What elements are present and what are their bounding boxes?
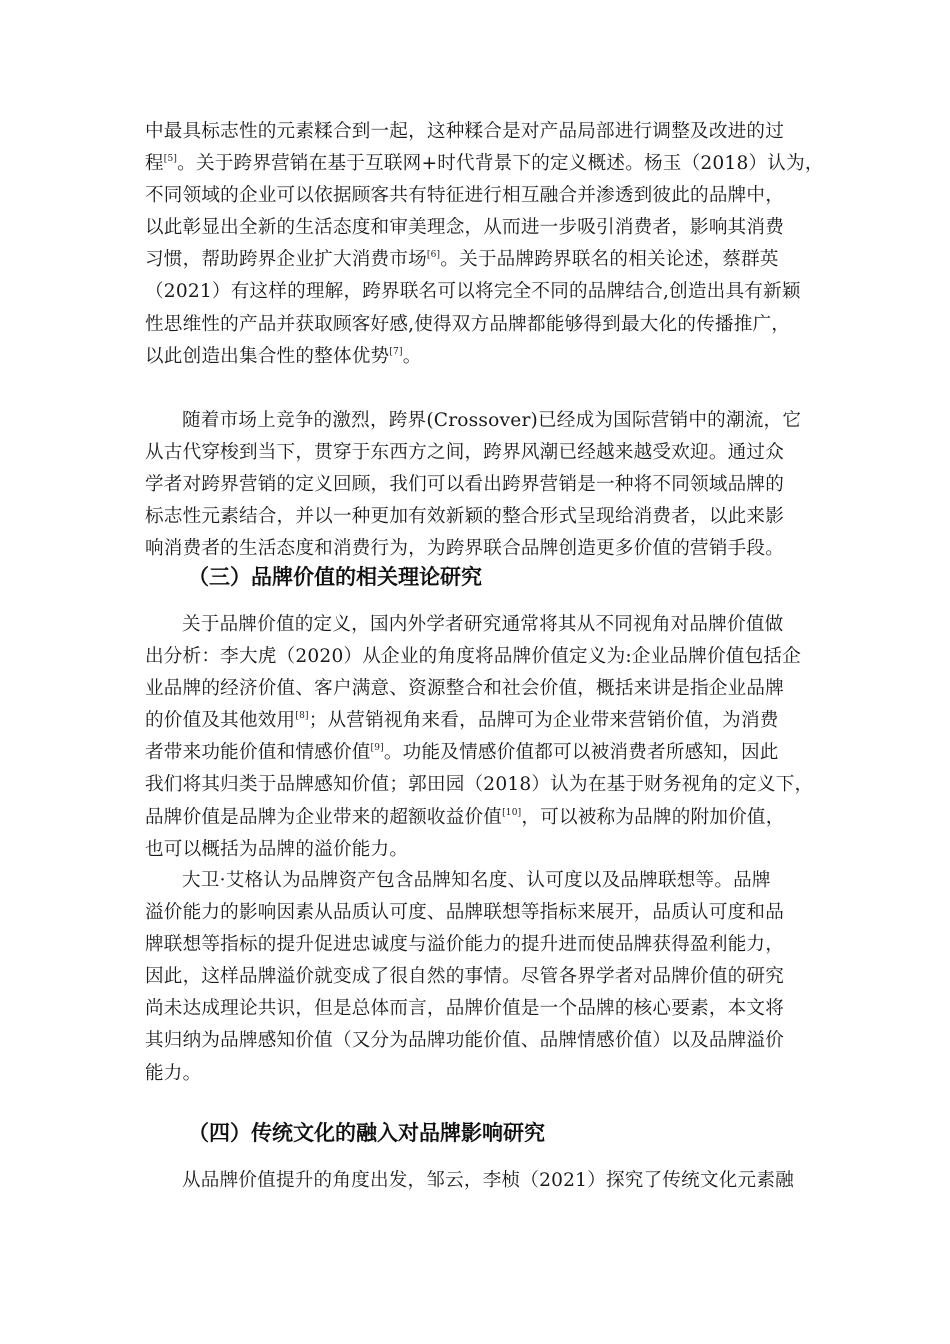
text-run: 者带来功能价值和情感价值 [145, 742, 371, 764]
text-line [145, 897, 807, 929]
citation-ref: [6] [426, 250, 441, 261]
text-run: 中最具标志性的元素糅合到一起，这种糅合是对产品局部进行调整及改进的过 [145, 121, 784, 142]
text-line [145, 469, 807, 501]
text-line [145, 929, 807, 961]
text-run: 出分析：李大虎（2020）从企业的角度将品牌价值定义为:企业品牌价值包括企 [145, 646, 801, 668]
text-line [145, 276, 807, 308]
text-run: 尚未达成理论共识，但是总体而言，品牌价值是一个品牌的核心要素，本文将 [145, 998, 784, 1020]
citation-ref: [10] [502, 807, 522, 818]
citation-ref: [8] [295, 711, 309, 722]
section-heading-traditional-culture: （四）传统文化的融入对品牌影响研究 [188, 1121, 545, 1145]
text-run: 从古代穿梭到当下，贯穿于东西方之间，跨界风潮已经越来越受欢迎。通过众 [145, 442, 784, 464]
text-run: 溢价能力的影响因素从品质认可度、品牌联想等指标来展开，品质认可度和品 [145, 902, 784, 924]
text-run: 响消费者的生活态度和消费行为，为跨界联合品牌创造更多价值的营销手段。 [145, 538, 784, 560]
text-line [145, 737, 807, 769]
text-run: 学者对跨界营销的定义回顾，我们可以看出跨界营销是一种将不同领域品牌的 [145, 474, 784, 496]
text-line [145, 641, 807, 673]
text-line [145, 148, 824, 180]
text-run: 。关于跨界营销在基于互联网+时代背景下的定义概述。杨玉（2018）认为， [177, 153, 824, 175]
text-run: 的价值及其他效用 [145, 710, 296, 732]
text-line [145, 1058, 807, 1090]
text-line [145, 244, 807, 276]
paragraph-crossover-definitions [145, 116, 824, 373]
text-run: 从品牌价值提升的角度出发，邹云，李桢（2021）探究了传统文化元素融 [182, 1170, 794, 1191]
text-run: 因此，这样品牌溢价就变成了很自然的事情。尽管各界学者对品牌价值的研究 [145, 966, 784, 988]
text-run: 也可以概括为品牌的溢价能力。 [145, 838, 409, 860]
text-run: 大卫·艾格认为品牌资产包含品牌知名度、认可度以及品牌联想等。品牌 [182, 870, 771, 891]
text-line [145, 609, 807, 641]
citation-ref: [7] [389, 346, 403, 357]
text-line [145, 533, 807, 565]
paragraph-brand-value-definition [145, 609, 814, 866]
text-run: ；从营销视角来看，品牌可为企业带来营销价值，为消费 [308, 710, 779, 732]
text-line [145, 834, 807, 866]
text-run: ，可以被称为品牌的附加价值， [521, 806, 785, 828]
section-heading-brand-value-theory: （三）品牌价值的相关理论研究 [188, 565, 482, 589]
paragraph-brand-premium [145, 865, 807, 1090]
text-run: 品牌价值是品牌为企业带来的超额收益价值 [145, 806, 503, 828]
text-line [145, 1165, 807, 1197]
text-run: 。关于品牌跨界联名的相关论述，蔡群英 [440, 249, 779, 271]
text-run: 其归纳为品牌感知价值（又分为品牌功能价值、品牌情感价值）以及品牌溢价 [145, 1030, 784, 1052]
text-line [145, 673, 807, 705]
text-run: 能力。 [145, 1062, 202, 1084]
text-run: （2021）有这样的理解，跨界联名可以将完全不同的品牌结合,创造出具有新颖 [145, 281, 801, 303]
text-line [145, 116, 807, 148]
text-run: 以此创造出集合性的整体优势 [145, 345, 390, 367]
text-run: 标志性元素结合，并以一种更加有效新颖的整合形式呈现给消费者，以此来影 [145, 506, 784, 528]
text-line [145, 309, 807, 341]
text-line [145, 180, 807, 212]
text-line [145, 437, 807, 469]
text-run: 随着市场上竞争的激烈，跨界(Crossover)已经成为国际营销中的潮流，它 [182, 410, 802, 431]
text-line [145, 212, 807, 244]
text-line [145, 341, 807, 373]
citation-ref: [5] [163, 154, 178, 164]
text-run: 我们将其归类于品牌感知价值；郭田园（2018）认为在基于财务视角的定义下， [145, 774, 814, 796]
text-line [145, 501, 807, 533]
text-run: 不同领域的企业可以依据顾客共有特征进行相互融合并渗透到彼此的品牌中， [145, 185, 784, 207]
text-line [145, 705, 807, 737]
paragraph-traditional-culture [145, 1165, 807, 1197]
text-line [145, 961, 807, 993]
text-line [145, 769, 814, 801]
text-line [145, 802, 807, 834]
text-run: 。 [402, 345, 422, 367]
text-line [145, 865, 807, 897]
text-run: 性思维性的产品并获取顾客好感,使得双方品牌都能够得到最大化的传播推广， [145, 313, 791, 335]
text-run: 习惯，帮助跨界企业扩大消费市场 [145, 249, 427, 271]
text-run: 牌联想等指标的提升促进忠诚度与溢价能力的提升进而使品牌获得盈利能力， [145, 934, 784, 956]
text-line [145, 1025, 807, 1057]
text-run: 关于品牌价值的定义，国内外学者研究通常将其从不同视角对品牌价值做 [182, 614, 784, 635]
text-run: 以此彰显出全新的生活态度和审美理念，从而进一步吸引消费者，影响其消费 [145, 217, 784, 239]
text-line [145, 993, 807, 1025]
citation-ref: [9] [370, 743, 384, 754]
paragraph-crossover-summary [145, 405, 807, 565]
text-line [145, 405, 807, 437]
text-run: 。功能及情感价值都可以被消费者所感知，因此 [383, 742, 779, 764]
text-run: 程 [145, 153, 164, 175]
text-run: 业品牌的经济价值、客户满意、资源整合和社会价值，概括来讲是指企业品牌 [145, 678, 784, 700]
